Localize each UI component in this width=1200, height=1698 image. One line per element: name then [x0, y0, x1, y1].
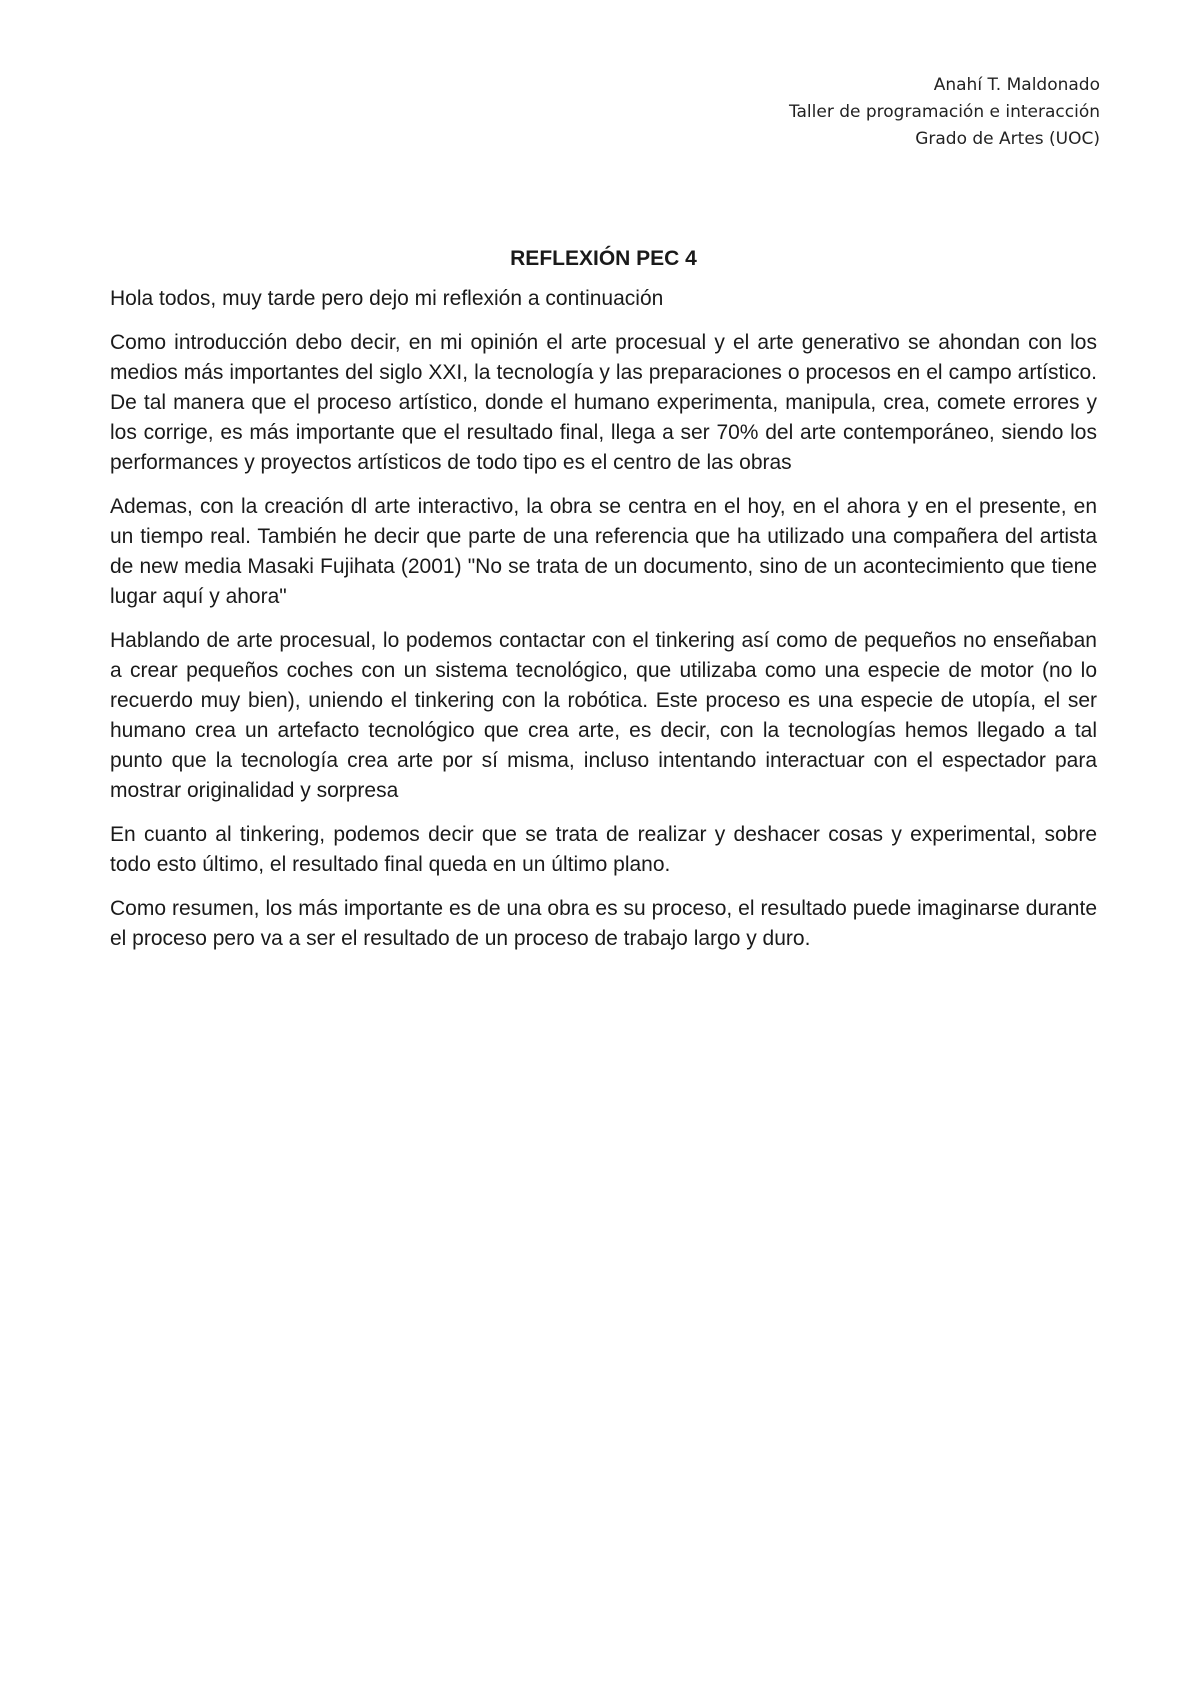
paragraph-interactive-art: Ademas, con la creación dl arte interactivo, la obra se centra en el hoy, en el ahora y en el presente, en un tiempo real. También he decir que parte de una referencia que ha utilizado una compañera del artista de new media Masaki Fujihata (2001) "No se trata de un documento, sino de un acontecimiento que tiene lugar aquí y ahora": [110, 495, 1097, 608]
course-name: Taller de programación e interacción: [788, 102, 1100, 122]
program-name: Grado de Artes (UOC): [915, 129, 1100, 149]
document-title: REFLEXIÓN PEC 4: [510, 247, 697, 270]
paragraph-process-art: Hablando de arte procesual, lo podemos contactar con el tinkering así como de pequeños no enseñaban a crear pequeños coches con un sistema tecnológico, que utilizaba como una especie de motor (no lo recuerdo muy bien), uniendo el tinkering con la robótica. Este proceso es una especie de utopía, el ser humano crea un artefacto tecnológico que crea arte, es decir, con la tecnologías hemos llegado a tal punto que la tecnología crea arte por sí misma, incluso intentando interactuar con el espectador para mostrar originalidad y sorpresa: [110, 629, 1097, 802]
paragraph-summary: Como resumen, los más importante es de una obra es su proceso, el resultado puede imaginarse durante el proceso pero va a ser el resultado de un proceso de trabajo largo y duro.: [110, 897, 1097, 950]
author-name: Anahí T. Maldonado: [933, 75, 1100, 95]
paragraph-introduction: Como introducción debo decir, en mi opinión el arte procesual y el arte generativo se ahondan con los medios más importantes del siglo XXI, la tecnología y las preparaciones o procesos en el campo artístico. De tal manera que el proceso artístico, donde el humano experimenta, manipula, crea, comete errores y los corrige, es más importante que el resultado final, llega a ser 70% del arte contemporáneo, siendo los performances y proyectos artísticos de todo tipo es el centro de las obras: [110, 331, 1097, 474]
document-header: [500, 72, 1100, 153]
paragraph-greeting: Hola todos, muy tarde pero dejo mi reflexión a continuación: [110, 287, 664, 310]
document-body: [110, 244, 1097, 968]
paragraph-tinkering: En cuanto al tinkering, podemos decir que se trata de realizar y deshacer cosas y experimental, sobre todo esto último, el resultado final queda en un último plano.: [110, 823, 1097, 876]
